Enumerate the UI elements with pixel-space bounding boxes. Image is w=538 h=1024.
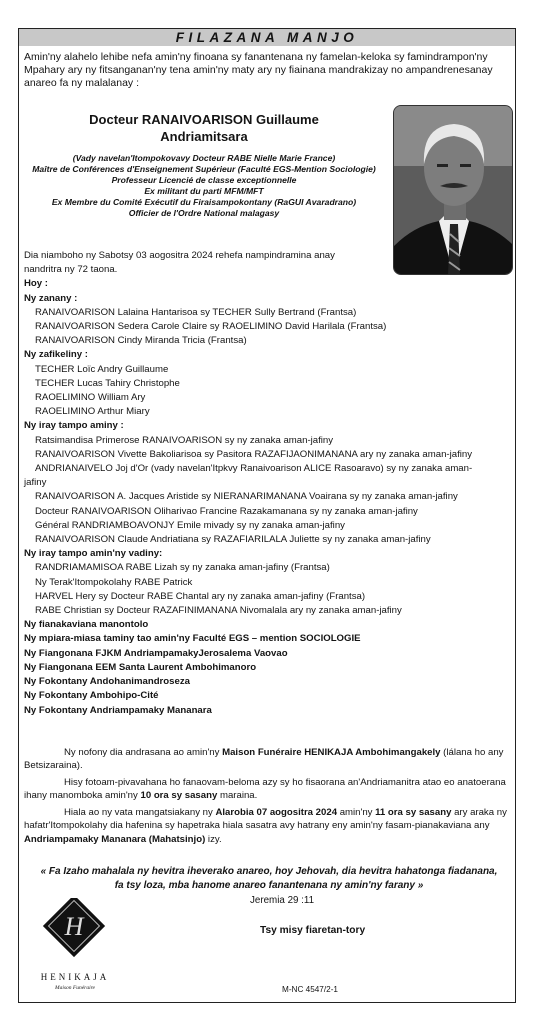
- closing-note: Tsy misy fiaretan-tory: [260, 925, 366, 936]
- group-entry: Ny Fiangonana EEM Santa Laurent Ambohimanoro: [24, 661, 257, 673]
- service-time: 10 ora sy sasany: [140, 790, 218, 802]
- text-span: Ny nofony dia andrasana ao amin'ny: [64, 747, 223, 758]
- group-entry: Ny fianakaviana manontolo: [24, 619, 149, 631]
- group-entry: Ny Fokontany Ambohipo-Cité: [24, 690, 159, 702]
- inlaw-entry: HARVEL Hery sy Docteur RABE Chantal ary ny zanaka aman-jafiny (Frantsa): [35, 590, 366, 602]
- sibling-entry: Général RANDRIAMBOAVONJY Emile mivady sy ny zanaka aman-jafiny: [35, 519, 345, 531]
- scripture-quote: [24, 865, 514, 892]
- sibling-entry: RANAIVOARISON Claude Andriatiana sy RAZAFIARILALA Juliette sy ny zanaka aman-jafiny: [35, 534, 431, 546]
- text-span: Hisy fotoam-pivavahana ho fanaovam-beloma azy sy ho fisaorana an'Andriamanitra atao eo anatoerana ihany manomboka amin'ny: [24, 777, 506, 802]
- inlaw-entry: Ny Terak'Itompokolahy RABE Patrick: [35, 576, 193, 588]
- burial-date: Alarobia 07 aogositra 2024: [215, 807, 338, 818]
- title-line: Ex Membre du Comité Exécutif du Firaisampokontany (RaGUI Avaradrano): [51, 197, 357, 207]
- deceased-name-line2: Andriamitsara: [160, 129, 248, 144]
- siblings-heading: Ny iray tampo aminy :: [24, 420, 124, 432]
- henikaja-logo: [38, 898, 110, 998]
- child-entry: RANAIVOARISON Sedera Carole Claire sy RAOELIMINO David Harilala (Frantsa): [35, 321, 387, 333]
- grandchild-entry: TECHER Loïc Andry Guillaume: [35, 363, 169, 375]
- grandchild-entry: RAOELIMINO William Ary: [35, 392, 146, 404]
- funeral-wake-paragraph: [24, 746, 514, 773]
- deceased-name: [24, 111, 384, 145]
- funeral-service-paragraph: [24, 776, 514, 803]
- text-span: izy.: [205, 833, 222, 845]
- group-entry: Ny Fokontany Andohanimandroseza: [24, 676, 190, 688]
- scripture-reference: Jeremia 29 :11: [250, 895, 315, 906]
- notice-reference-code: M-NC 4547/2-1: [282, 985, 338, 994]
- children-heading: Ny zanany :: [24, 292, 78, 304]
- deceased-name-line1: Docteur RANAIVOARISON Guillaume: [89, 112, 319, 127]
- family-section: [24, 249, 514, 718]
- text-span: ary araka ny hafatr'Itompokolahy dia hafenina sy hapetraka hiala sasatra avy hatrany eny amin'ny fasam-pianakaviana any: [24, 807, 507, 832]
- title-line: (Vady navelan'Itompokovavy Docteur RABE Nielle Marie France): [72, 153, 336, 163]
- death-notice-line: nandritra ny 72 taona.: [24, 264, 118, 276]
- sibling-entry: Docteur RANAIVOARISON Oliharivao Francine Razakamanana sy ny zanaka aman-jafiny: [35, 505, 418, 517]
- death-notice-line: Dia niamboho ny Sabotsy 03 aogositra 2024 rehefa nampindramina anay: [24, 250, 335, 261]
- text-span: maraina.: [217, 790, 258, 802]
- inlaw-entry: RANDRIAMAMISOA RABE Lizah sy ny zanaka aman-jafiny (Frantsa): [35, 562, 330, 574]
- deceased-titles: [24, 153, 384, 219]
- quote-line: fa tsy loza, mba hanome anareo fanantenana ny amin'ny farany »: [114, 879, 424, 891]
- group-entry: Ny Fokontany Andriampamaky Mananara: [24, 704, 212, 716]
- funeral-home-name: Maison Funéraire HENIKAJA Ambohimangakely: [222, 747, 441, 758]
- title-line: Professeur Licencié de classe exceptionnelle: [111, 175, 297, 185]
- sibling-entry: RANAIVOARISON A. Jacques Aristide sy NIERANARIMANANA Voairana sy ny zanaka aman-jafiny: [35, 491, 458, 503]
- logo-brand-subtitle: Maison Funéraire: [55, 985, 95, 991]
- grandchild-entry: RAOELIMINO Arthur Miary: [35, 406, 150, 418]
- burial-paragraph: [24, 806, 514, 846]
- burial-place: Andriampamaky Mananara (Mahatsinjo): [24, 833, 206, 845]
- text-span: (lálana ho any Betsizaraina).: [24, 747, 504, 772]
- logo-brand-name: HENIKAJA: [40, 972, 110, 982]
- sibling-entry: RANAIVOARISON Vivette Bakoliarisoa sy Pasitora RAZAFIJAONIMANANA ary ny zanaka aman-jafiny: [35, 448, 473, 460]
- hoy-label: Hoy :: [24, 278, 48, 290]
- sibling-entry: Ratsimandisa Primerose RANAIVOARISON sy ny zanaka aman-jafiny: [35, 434, 334, 446]
- logo-diamond-icon: [38, 898, 110, 970]
- notice-header: FILAZANA MANJO: [19, 29, 515, 46]
- text-span: Hiala ao ny vata mangatsiakany ny: [64, 807, 216, 818]
- grandchild-entry: TECHER Lucas Tahiry Christophe: [35, 377, 180, 389]
- child-entry: RANAIVOARISON Lalaina Hantarisoa sy TECHER Sully Bertrand (Frantsa): [35, 306, 357, 318]
- quote-line: « Fa Izaho mahalala ny hevitra iheverako anareo, hoy Jehovah, dia hevitra hahatonga fiadanana,: [40, 866, 498, 877]
- burial-time: 11 ora sy sasany: [375, 807, 452, 818]
- grandchildren-heading: Ny zafikeliny :: [24, 349, 88, 361]
- group-entry: Ny Fiangonana FJKM AndriampamakyJerosalema Vaovao: [24, 647, 288, 659]
- sibling-entry-continuation: jafiny: [24, 477, 47, 489]
- title-line: Officier de l'Ordre National malagasy: [128, 208, 280, 218]
- text-span: amin'ny: [337, 807, 376, 818]
- inlaw-entry: RABE Christian sy Docteur RAZAFINIMANANA Nivomalala ary ny zanaka aman-jafiny: [35, 605, 402, 617]
- inlaws-heading: Ny iray tampo amin'ny vadiny:: [24, 548, 163, 560]
- title-line: Ex militant du parti MFM/MFT: [144, 186, 264, 196]
- logo-monogram: H: [64, 912, 84, 941]
- intro-text: Amin'ny alahelo lehibe nefa amin'ny finoana sy fanantenana ny famelan-keloka sy famindrampon'ny Mpahary ary ny fitsanganan'ny tena amin'ny maty ary ny fiainana mandrakizay no ampandrenesanay anareo fa ny malalanay :: [24, 51, 493, 89]
- child-entry: RANAIVOARISON Cindy Miranda Tricia (Frantsa): [35, 335, 247, 347]
- group-entry: Ny mpiara-miasa taminy tao amin'ny Faculté EGS – mention SOCIOLOGIE: [24, 633, 361, 645]
- sibling-entry: ANDRIANAIVELO Joj d'Or (vady navelan'Itpkvy Ranaivoarison ALICE Rasoaravo) sy ny zanaka aman-: [35, 463, 473, 475]
- title-line: Maître de Conférences d'Enseignement Supérieur (Faculté EGS-Mention Sociologie): [32, 164, 376, 174]
